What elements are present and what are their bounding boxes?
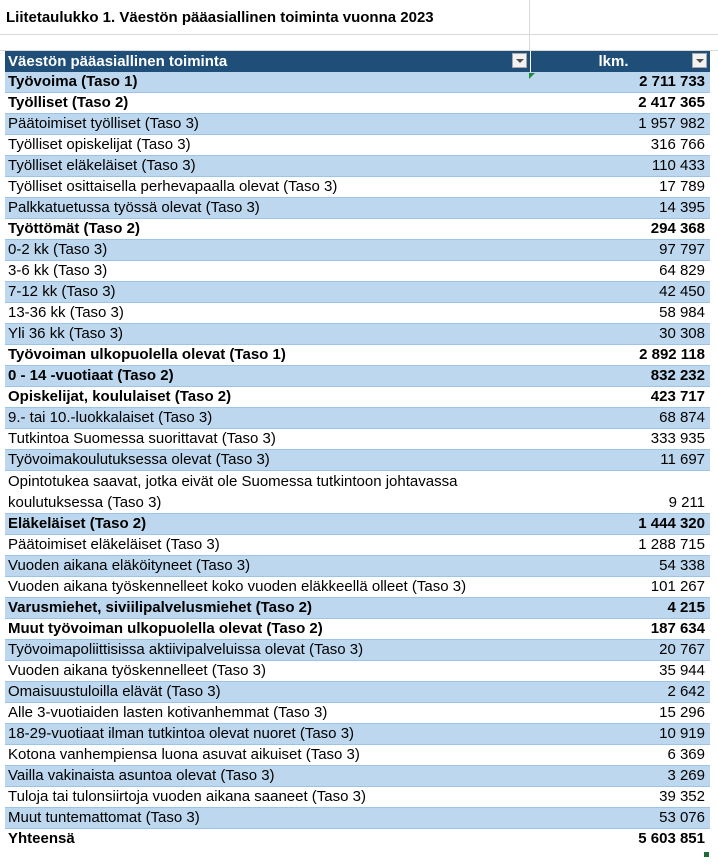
row-value-cell[interactable]: 4 215 bbox=[530, 598, 710, 619]
row-label-cell[interactable]: Yhteensä bbox=[5, 829, 530, 850]
row-value-cell[interactable]: 832 232 bbox=[530, 366, 710, 387]
filter-dropdown-icon[interactable] bbox=[692, 53, 707, 68]
row-label-cell[interactable]: 13-36 kk (Taso 3) bbox=[5, 303, 530, 324]
row-value-cell[interactable]: 2 892 118 bbox=[530, 345, 710, 366]
row-value-cell[interactable]: 39 352 bbox=[530, 787, 710, 808]
table-row bbox=[5, 156, 710, 177]
title-row[interactable] bbox=[0, 0, 718, 35]
row-value-cell[interactable]: 6 369 bbox=[530, 745, 710, 766]
population-activity-table bbox=[5, 51, 711, 849]
row-label-cell[interactable]: Päätoimiset eläkeläiset (Taso 3) bbox=[5, 535, 530, 556]
row-value-cell[interactable]: 5 603 851 bbox=[530, 829, 710, 850]
table-row bbox=[5, 471, 710, 514]
table-row bbox=[5, 261, 710, 282]
row-value-cell[interactable]: 101 267 bbox=[530, 577, 710, 598]
row-value-cell[interactable]: 1 957 982 bbox=[530, 114, 710, 135]
row-value-cell[interactable]: 35 944 bbox=[530, 661, 710, 682]
row-value-cell[interactable]: 64 829 bbox=[530, 261, 710, 282]
row-label-cell[interactable]: Omaisuustuloilla elävät (Taso 3) bbox=[5, 682, 530, 703]
row-value-cell[interactable]: 9 211 bbox=[530, 471, 710, 514]
row-label-cell[interactable]: Alle 3-vuotiaiden lasten kotivanhemmat (Taso 3) bbox=[5, 703, 530, 724]
row-label-cell[interactable]: 7-12 kk (Taso 3) bbox=[5, 282, 530, 303]
table-row bbox=[5, 240, 710, 261]
row-label-cell[interactable]: Vuoden aikana työskennelleet (Taso 3) bbox=[5, 661, 530, 682]
row-value-cell[interactable]: 17 789 bbox=[530, 177, 710, 198]
row-label-cell[interactable]: Työlliset eläkeläiset (Taso 3) bbox=[5, 156, 530, 177]
row-value-cell[interactable]: 187 634 bbox=[530, 619, 710, 640]
table-row bbox=[5, 324, 710, 345]
row-value-cell[interactable]: 10 919 bbox=[530, 724, 710, 745]
row-label-cell[interactable]: Työlliset opiskelijat (Taso 3) bbox=[5, 135, 530, 156]
row-label-cell[interactable]: 18-29-vuotiaat ilman tutkintoa olevat nuoret (Taso 3) bbox=[5, 724, 530, 745]
row-value-cell[interactable]: 316 766 bbox=[530, 135, 710, 156]
table-header-row bbox=[5, 51, 710, 72]
table-row bbox=[5, 177, 710, 198]
table-row bbox=[5, 766, 710, 787]
table-row bbox=[5, 387, 710, 408]
row-value-cell[interactable]: 68 874 bbox=[530, 408, 710, 429]
row-value-cell[interactable]: 97 797 bbox=[530, 240, 710, 261]
table-row bbox=[5, 745, 710, 766]
cell-error-indicator-icon bbox=[529, 73, 535, 79]
row-label-cell[interactable]: Palkkatuetussa työssä olevat (Taso 3) bbox=[5, 198, 530, 219]
table-row bbox=[5, 514, 710, 535]
table-row bbox=[5, 535, 710, 556]
blank-row[interactable] bbox=[0, 34, 718, 51]
table-row bbox=[5, 114, 710, 135]
page-title: Liitetaulukko 1. Väestön pääasiallinen toiminta vuonna 2023 bbox=[6, 9, 434, 26]
row-value-cell[interactable]: 1 444 320 bbox=[530, 514, 710, 535]
header-activity-label: Väestön pääasiallinen toiminta bbox=[8, 53, 228, 70]
table-row bbox=[5, 408, 710, 429]
row-label-cell[interactable]: 3-6 kk (Taso 3) bbox=[5, 261, 530, 282]
fill-handle[interactable] bbox=[704, 852, 709, 857]
total-row bbox=[5, 829, 710, 850]
row-label-cell[interactable]: Työvoima (Taso 1) bbox=[5, 72, 530, 93]
row-label-cell[interactable]: Yli 36 kk (Taso 3) bbox=[5, 324, 530, 345]
table-row bbox=[5, 787, 710, 808]
row-label-cell[interactable]: Työvoimakoulutuksessa olevat (Taso 3) bbox=[5, 450, 530, 471]
row-value-cell[interactable]: 15 296 bbox=[530, 703, 710, 724]
table-row bbox=[5, 598, 710, 619]
row-value-cell[interactable]: 2 642 bbox=[530, 682, 710, 703]
table-row bbox=[5, 808, 710, 829]
table-row bbox=[5, 303, 710, 324]
row-label-cell[interactable]: Opiskelijat, koululaiset (Taso 2) bbox=[5, 387, 530, 408]
table-row bbox=[5, 219, 710, 240]
row-label-cell[interactable]: Muut työvoiman ulkopuolella olevat (Taso 2) bbox=[5, 619, 530, 640]
row-label-cell[interactable]: Vuoden aikana eläköityneet (Taso 3) bbox=[5, 556, 530, 577]
row-value-cell[interactable]: 14 395 bbox=[530, 198, 710, 219]
table-row bbox=[5, 345, 710, 366]
row-value-cell[interactable]: 42 450 bbox=[530, 282, 710, 303]
column-separator bbox=[529, 0, 530, 34]
row-value-cell[interactable]: 1 288 715 bbox=[530, 535, 710, 556]
row-label-cell[interactable]: Kotona vanhempiensa luona asuvat aikuiset (Taso 3) bbox=[5, 745, 530, 766]
row-label-cell[interactable]: 0-2 kk (Taso 3) bbox=[5, 240, 530, 261]
table-row bbox=[5, 282, 710, 303]
table-row bbox=[5, 703, 710, 724]
row-value-cell[interactable]: 30 308 bbox=[530, 324, 710, 345]
row-label-cell[interactable]: Tutkintoa Suomessa suorittavat (Taso 3) bbox=[5, 429, 530, 450]
row-label-cell[interactable]: Työttömät (Taso 2) bbox=[5, 219, 530, 240]
table-row bbox=[5, 135, 710, 156]
row-label-cell[interactable]: Työvoiman ulkopuolella olevat (Taso 1) bbox=[5, 345, 530, 366]
row-value-cell[interactable]: 2 711 733 bbox=[530, 72, 710, 93]
header-count[interactable] bbox=[530, 51, 710, 72]
row-label-cell[interactable]: 0 - 14 -vuotiaat (Taso 2) bbox=[5, 366, 530, 387]
row-value-cell[interactable]: 11 697 bbox=[530, 450, 710, 471]
row-label-cell[interactable]: Vailla vakinaista asuntoa olevat (Taso 3) bbox=[5, 766, 530, 787]
table-row bbox=[5, 682, 710, 703]
row-value-cell[interactable]: 423 717 bbox=[530, 387, 710, 408]
table-body bbox=[5, 72, 710, 849]
row-label-cell[interactable]: 9.- tai 10.-luokkalaiset (Taso 3) bbox=[5, 408, 530, 429]
table-row bbox=[5, 93, 710, 114]
column-separator bbox=[529, 34, 530, 50]
table-row bbox=[5, 661, 710, 682]
row-value-cell[interactable]: 2 417 365 bbox=[530, 93, 710, 114]
table-row bbox=[5, 556, 710, 577]
table-row bbox=[5, 72, 710, 93]
table-row bbox=[5, 640, 710, 661]
table-row bbox=[5, 366, 710, 387]
table-row bbox=[5, 619, 710, 640]
row-label-cell[interactable]: Työlliset osittaisella perhevapaalla olevat (Taso 3) bbox=[5, 177, 530, 198]
row-label-cell[interactable]: Työvoimapoliittisissa aktiivipalveluissa olevat (Taso 3) bbox=[5, 640, 530, 661]
row-value-cell[interactable]: 294 368 bbox=[530, 219, 710, 240]
table-row bbox=[5, 450, 710, 471]
table-row bbox=[5, 577, 710, 598]
row-value-cell[interactable]: 54 338 bbox=[530, 556, 710, 577]
row-value-cell[interactable]: 333 935 bbox=[530, 429, 710, 450]
row-label-cell[interactable]: Vuoden aikana työskennelleet koko vuoden eläkkeellä olleet (Taso 3) bbox=[5, 577, 530, 598]
row-value-cell[interactable]: 3 269 bbox=[530, 766, 710, 787]
table-row bbox=[5, 724, 710, 745]
row-label-cell[interactable]: Päätoimiset työlliset (Taso 3) bbox=[5, 114, 530, 135]
row-label-cell[interactable]: Varusmiehet, siviilipalvelusmiehet (Taso 2) bbox=[5, 598, 530, 619]
row-value-cell[interactable]: 58 984 bbox=[530, 303, 710, 324]
table-row bbox=[5, 429, 710, 450]
row-value-cell[interactable]: 110 433 bbox=[530, 156, 710, 177]
table-row bbox=[5, 198, 710, 219]
filter-dropdown-icon[interactable] bbox=[512, 53, 527, 68]
row-label-cell[interactable]: Opintotukea saavat, jotka eivät ole Suomessa tutkintoon johtavassa koulutuksessa (Taso 3) bbox=[5, 471, 530, 514]
header-count-label: lkm. bbox=[598, 53, 629, 70]
row-label-cell[interactable]: Tuloja tai tulonsiirtoja vuoden aikana saaneet (Taso 3) bbox=[5, 787, 530, 808]
row-value-cell[interactable]: 20 767 bbox=[530, 640, 710, 661]
header-activity[interactable] bbox=[5, 51, 530, 72]
row-value-cell[interactable]: 53 076 bbox=[530, 808, 710, 829]
row-label-cell[interactable]: Muut tuntemattomat (Taso 3) bbox=[5, 808, 530, 829]
row-label-cell[interactable]: Eläkeläiset (Taso 2) bbox=[5, 514, 530, 535]
row-label-cell[interactable]: Työlliset (Taso 2) bbox=[5, 93, 530, 114]
